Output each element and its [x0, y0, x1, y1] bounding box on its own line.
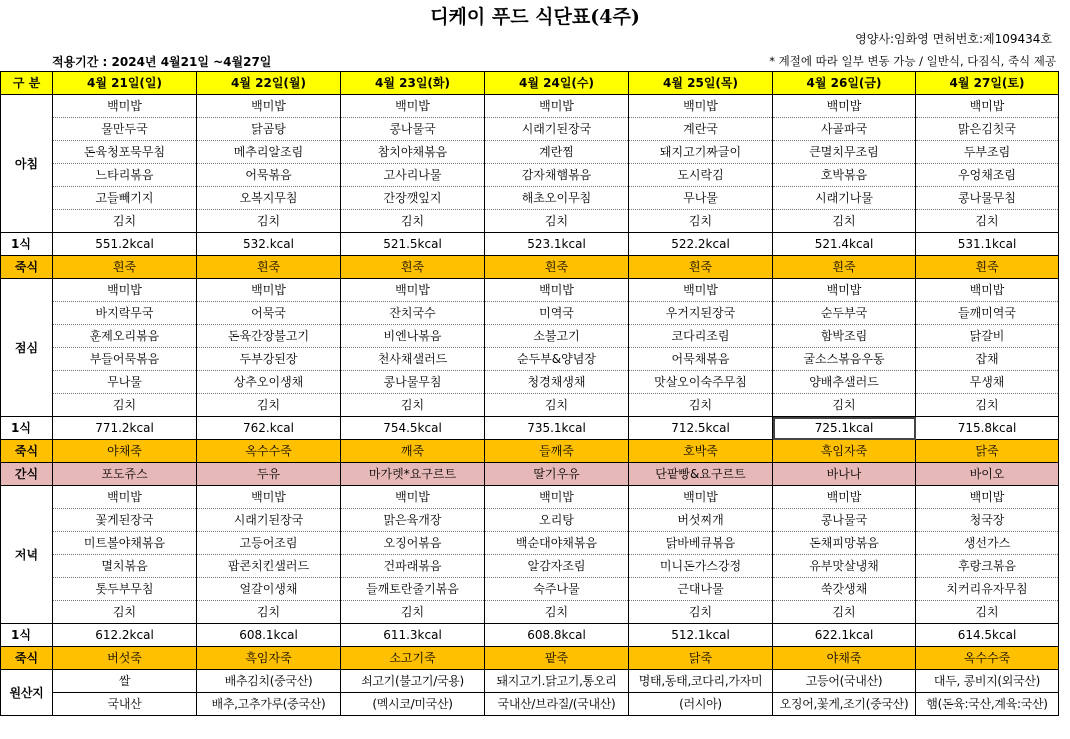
dinner-porridge-row	[1, 647, 1059, 670]
menu-cell[interactable]: 청국장	[916, 509, 1059, 532]
menu-cell[interactable]: 천사채샐러드	[341, 348, 485, 371]
kcal-cell[interactable]: 612.2kcal	[53, 624, 197, 647]
menu-cell[interactable]: 톳두부무침	[53, 578, 197, 601]
menu-cell[interactable]: 백순대야채볶음	[485, 532, 629, 555]
menu-cell[interactable]: 백미밥	[485, 279, 629, 302]
kcal-cell[interactable]: 725.1kcal	[773, 417, 916, 440]
kcal-cell[interactable]: 614.5kcal	[916, 624, 1059, 647]
menu-cell[interactable]: 김치	[485, 210, 629, 233]
porridge-cell[interactable]: 호박죽	[629, 440, 773, 463]
dinner-row	[1, 486, 1059, 509]
menu-cell[interactable]: 돈육간장불고기	[197, 325, 341, 348]
menu-cell[interactable]: 돈육청포묵무침	[53, 141, 197, 164]
menu-cell[interactable]: 백미밥	[916, 95, 1059, 118]
menu-cell[interactable]: 백미밥	[629, 486, 773, 509]
menu-cell[interactable]: 계란찜	[485, 141, 629, 164]
kcal-label[interactable]: 1식	[1, 417, 53, 440]
menu-cell[interactable]: 생선가스	[916, 532, 1059, 555]
menu-cell[interactable]: 콩나물국	[773, 509, 916, 532]
kcal-cell[interactable]: 521.4kcal	[773, 233, 916, 256]
breakfast-row	[1, 210, 1059, 233]
origin-cell[interactable]: 돼지고기.닭고기,통오리	[485, 670, 629, 693]
menu-cell[interactable]: 건파래볶음	[341, 555, 485, 578]
dinner-kcal-row	[1, 624, 1059, 647]
menu-cell[interactable]: 맑은김칫국	[916, 118, 1059, 141]
menu-cell[interactable]: 느타리볶음	[53, 164, 197, 187]
kcal-cell[interactable]: 512.1kcal	[629, 624, 773, 647]
porridge-cell[interactable]: 흰죽	[341, 256, 485, 279]
porridge-label[interactable]: 죽식	[1, 647, 53, 670]
menu-cell[interactable]: 간장깻잎지	[341, 187, 485, 210]
menu-cell[interactable]: 오복지무침	[197, 187, 341, 210]
snack-row	[1, 463, 1059, 486]
porridge-cell[interactable]: 버섯죽	[53, 647, 197, 670]
origin-cell[interactable]: 배추김치(중국산)	[197, 670, 341, 693]
menu-cell[interactable]: 김치	[341, 601, 485, 624]
menu-cell[interactable]: 후랑크볶음	[916, 555, 1059, 578]
menu-cell[interactable]: 쑥갓생채	[773, 578, 916, 601]
menu-cell[interactable]: 백미밥	[629, 279, 773, 302]
menu-cell[interactable]: 백미밥	[341, 95, 485, 118]
menu-cell[interactable]: 백미밥	[53, 279, 197, 302]
lunch-row	[1, 325, 1059, 348]
kcal-cell[interactable]: 608.1kcal	[197, 624, 341, 647]
menu-cell[interactable]: 닭곰탕	[197, 118, 341, 141]
menu-cell[interactable]: 김치	[197, 601, 341, 624]
menu-cell[interactable]: 순두부&양념장	[485, 348, 629, 371]
porridge-cell[interactable]: 흑임자죽	[773, 440, 916, 463]
menu-cell[interactable]: 메추리알조림	[197, 141, 341, 164]
menu-cell[interactable]: 백미밥	[916, 279, 1059, 302]
menu-cell[interactable]: 오리탕	[485, 509, 629, 532]
porridge-cell[interactable]: 흰죽	[629, 256, 773, 279]
menu-cell[interactable]: 김치	[916, 601, 1059, 624]
menu-cell[interactable]: 버섯찌개	[629, 509, 773, 532]
menu-cell[interactable]: 계란국	[629, 118, 773, 141]
origin-cell[interactable]: (멕시코/미국산)	[341, 693, 485, 716]
menu-cell[interactable]: 김치	[629, 394, 773, 417]
menu-cell[interactable]: 백미밥	[197, 95, 341, 118]
porridge-cell[interactable]: 닭죽	[629, 647, 773, 670]
porridge-cell[interactable]: 흰죽	[197, 256, 341, 279]
origin-cell[interactable]: 고등어(국내산)	[773, 670, 916, 693]
menu-cell[interactable]: 백미밥	[341, 486, 485, 509]
porridge-cell[interactable]: 흰죽	[53, 256, 197, 279]
origin-label[interactable]: 원산지	[1, 670, 53, 716]
kcal-cell[interactable]: 771.2kcal	[53, 417, 197, 440]
menu-cell[interactable]: 백미밥	[341, 279, 485, 302]
day-header[interactable]: 4월 24일(수)	[485, 72, 629, 95]
menu-cell[interactable]: 돈채피망볶음	[773, 532, 916, 555]
application-period: 적용기간 : 2024년 4월21일 ~4월27일	[52, 55, 272, 69]
menu-cell[interactable]: 백미밥	[773, 279, 916, 302]
kcal-label[interactable]: 1식	[1, 624, 53, 647]
snack-label[interactable]: 간식	[1, 463, 53, 486]
menu-cell[interactable]: 해초오이무침	[485, 187, 629, 210]
kcal-cell[interactable]: 715.8kcal	[916, 417, 1059, 440]
menu-cell[interactable]: 김치	[773, 601, 916, 624]
menu-cell[interactable]: 도시락김	[629, 164, 773, 187]
dinner-label[interactable]: 저녁	[1, 486, 53, 624]
menu-cell[interactable]: 고등어조림	[197, 532, 341, 555]
menu-cell[interactable]: 꽃게된장국	[53, 509, 197, 532]
menu-cell[interactable]: 어묵채볶음	[629, 348, 773, 371]
meal-plan-table	[0, 71, 1059, 716]
menu-cell[interactable]: 무나물	[629, 187, 773, 210]
dinner-row	[1, 578, 1059, 601]
origin-cell[interactable]: 쌀	[53, 670, 197, 693]
day-header[interactable]: 4월 25일(목)	[629, 72, 773, 95]
dinner-row	[1, 532, 1059, 555]
menu-cell[interactable]: 얼갈이생채	[197, 578, 341, 601]
menu-cell[interactable]: 백미밥	[916, 486, 1059, 509]
breakfast-row	[1, 141, 1059, 164]
menu-cell[interactable]: 멸치볶음	[53, 555, 197, 578]
header-label[interactable]: 구 분	[1, 72, 53, 95]
menu-cell[interactable]: 콩나물국	[341, 118, 485, 141]
breakfast-row	[1, 118, 1059, 141]
menu-cell[interactable]: 콩나물무침	[341, 371, 485, 394]
nutritionist-info: 영양사:임화영 면허번호:제109434호	[855, 32, 1052, 46]
menu-cell[interactable]: 시래기된장국	[197, 509, 341, 532]
breakfast-porridge-row	[1, 256, 1059, 279]
menu-cell[interactable]: 맛살오이숙주무침	[629, 371, 773, 394]
kcal-cell[interactable]: 622.1kcal	[773, 624, 916, 647]
menu-cell[interactable]: 알감자조림	[485, 555, 629, 578]
lunch-row	[1, 302, 1059, 325]
menu-cell[interactable]: 두부조림	[916, 141, 1059, 164]
kcal-cell[interactable]: 523.1kcal	[485, 233, 629, 256]
lunch-label[interactable]: 점심	[1, 279, 53, 417]
menu-cell[interactable]: 청경채생채	[485, 371, 629, 394]
menu-cell[interactable]: 백미밥	[485, 486, 629, 509]
menu-cell[interactable]: 우거지된장국	[629, 302, 773, 325]
menu-cell[interactable]: 소불고기	[485, 325, 629, 348]
menu-cell[interactable]: 순두부국	[773, 302, 916, 325]
menu-cell[interactable]: 고들빼기지	[53, 187, 197, 210]
menu-cell[interactable]: 무생채	[916, 371, 1059, 394]
menu-cell[interactable]: 김치	[916, 210, 1059, 233]
day-header[interactable]: 4월 22일(월)	[197, 72, 341, 95]
kcal-cell[interactable]: 532.kcal	[197, 233, 341, 256]
menu-cell[interactable]: 숙주나물	[485, 578, 629, 601]
menu-cell[interactable]: 팝콘치킨샐러드	[197, 555, 341, 578]
menu-cell[interactable]: 굴소스볶음우동	[773, 348, 916, 371]
breakfast-label[interactable]: 아침	[1, 95, 53, 233]
menu-cell[interactable]: 닭갈비	[916, 325, 1059, 348]
kcal-cell[interactable]: 608.8kcal	[485, 624, 629, 647]
menu-cell[interactable]: 참치야채볶음	[341, 141, 485, 164]
menu-cell[interactable]: 들깨토란줄기볶음	[341, 578, 485, 601]
breakfast-row	[1, 187, 1059, 210]
menu-cell[interactable]: 시래기된장국	[485, 118, 629, 141]
menu-cell[interactable]: 무나물	[53, 371, 197, 394]
menu-cell[interactable]: 고사리나물	[341, 164, 485, 187]
menu-cell[interactable]: 잔치국수	[341, 302, 485, 325]
menu-cell[interactable]: 부들어묵볶음	[53, 348, 197, 371]
menu-cell[interactable]: 들깨미역국	[916, 302, 1059, 325]
dinner-row	[1, 555, 1059, 578]
menu-cell[interactable]: 김치	[773, 394, 916, 417]
menu-cell[interactable]: 유부맛살냉채	[773, 555, 916, 578]
porridge-cell[interactable]: 들깨죽	[485, 440, 629, 463]
porridge-cell[interactable]: 흰죽	[773, 256, 916, 279]
menu-cell[interactable]: 백미밥	[197, 279, 341, 302]
origin-cell[interactable]: 오징어,꽃게,조기(중국산)	[773, 693, 916, 716]
breakfast-row	[1, 164, 1059, 187]
origin-cell[interactable]: (러시아)	[629, 693, 773, 716]
page-title: 디케이 푸드 식단표(4주)	[430, 6, 640, 28]
day-header[interactable]: 4월 27일(토)	[916, 72, 1059, 95]
porridge-label[interactable]: 죽식	[1, 440, 53, 463]
menu-cell[interactable]: 백미밥	[773, 95, 916, 118]
snack-cell[interactable]: 딸기우유	[485, 463, 629, 486]
menu-cell[interactable]: 시래기나물	[773, 187, 916, 210]
kcal-label[interactable]: 1식	[1, 233, 53, 256]
menu-cell[interactable]: 미니돈가스강정	[629, 555, 773, 578]
lunch-porridge-row	[1, 440, 1059, 463]
menu-cell[interactable]: 감자채햄볶음	[485, 164, 629, 187]
porridge-cell[interactable]: 야채죽	[773, 647, 916, 670]
origin-cell[interactable]: 명태,동태,코다리,가자미	[629, 670, 773, 693]
menu-cell[interactable]: 김치	[341, 394, 485, 417]
menu-cell[interactable]: 김치	[485, 394, 629, 417]
menu-cell[interactable]: 사골파국	[773, 118, 916, 141]
day-header[interactable]: 4월 23일(화)	[341, 72, 485, 95]
origin-cell[interactable]: 국내산	[53, 693, 197, 716]
menu-cell[interactable]: 백미밥	[629, 95, 773, 118]
lunch-row	[1, 394, 1059, 417]
service-notice: * 계절에 따라 일부 변동 가능 / 일반식, 다짐식, 죽식 제공	[769, 54, 1056, 68]
menu-cell[interactable]: 백미밥	[197, 486, 341, 509]
kcal-cell[interactable]: 754.5kcal	[341, 417, 485, 440]
menu-cell[interactable]: 김치	[485, 601, 629, 624]
menu-cell[interactable]: 호박볶음	[773, 164, 916, 187]
lunch-row	[1, 348, 1059, 371]
origin-cell[interactable]: 대두, 콩비지(외국산)	[916, 670, 1059, 693]
menu-cell[interactable]: 백미밥	[773, 486, 916, 509]
origin-cell[interactable]: 쇠고기(불고기/국용)	[341, 670, 485, 693]
lunch-kcal-row	[1, 417, 1059, 440]
origin-cell[interactable]: 배추,고추가루(중국산)	[197, 693, 341, 716]
menu-cell[interactable]: 오징어볶음	[341, 532, 485, 555]
menu-cell[interactable]: 백미밥	[53, 95, 197, 118]
kcal-cell[interactable]: 762.kcal	[197, 417, 341, 440]
menu-cell[interactable]: 김치	[53, 601, 197, 624]
menu-cell[interactable]: 미역국	[485, 302, 629, 325]
menu-cell[interactable]: 김치	[53, 210, 197, 233]
porridge-cell[interactable]: 흰죽	[916, 256, 1059, 279]
menu-cell[interactable]: 함박조림	[773, 325, 916, 348]
porridge-cell[interactable]: 옥수수죽	[916, 647, 1059, 670]
kcal-cell[interactable]: 521.5kcal	[341, 233, 485, 256]
porridge-cell[interactable]: 닭죽	[916, 440, 1059, 463]
header-row	[1, 72, 1059, 95]
menu-cell[interactable]: 백미밥	[53, 486, 197, 509]
menu-cell[interactable]: 김치	[773, 210, 916, 233]
origin-row	[1, 693, 1059, 716]
menu-cell[interactable]: 상추오이생채	[197, 371, 341, 394]
menu-cell[interactable]: 어묵볶음	[197, 164, 341, 187]
kcal-cell[interactable]: 712.5kcal	[629, 417, 773, 440]
menu-cell[interactable]: 비엔나볶음	[341, 325, 485, 348]
snack-cell[interactable]: 바나나	[773, 463, 916, 486]
kcal-cell[interactable]: 735.1kcal	[485, 417, 629, 440]
menu-cell[interactable]: 백미밥	[485, 95, 629, 118]
menu-cell[interactable]: 치커리유자무침	[916, 578, 1059, 601]
kcal-cell[interactable]: 531.1kcal	[916, 233, 1059, 256]
porridge-cell[interactable]: 소고기죽	[341, 647, 485, 670]
kcal-cell[interactable]: 551.2kcal	[53, 233, 197, 256]
menu-cell[interactable]: 김치	[629, 210, 773, 233]
menu-cell[interactable]: 김치	[916, 394, 1059, 417]
porridge-label[interactable]: 죽식	[1, 256, 53, 279]
snack-cell[interactable]: 포도쥬스	[53, 463, 197, 486]
menu-cell[interactable]: 큰멸치무조림	[773, 141, 916, 164]
lunch-row	[1, 279, 1059, 302]
menu-cell[interactable]: 김치	[341, 210, 485, 233]
dinner-row	[1, 601, 1059, 624]
kcal-cell[interactable]: 611.3kcal	[341, 624, 485, 647]
lunch-row	[1, 371, 1059, 394]
breakfast-kcal-row	[1, 233, 1059, 256]
day-header[interactable]: 4월 26일(금)	[773, 72, 916, 95]
origin-cell[interactable]: 국내산/브라질/(국내산)	[485, 693, 629, 716]
day-header[interactable]: 4월 21일(일)	[53, 72, 197, 95]
snack-cell[interactable]: 마가렛*요구르트	[341, 463, 485, 486]
snack-cell[interactable]: 단팥빵&요구르트	[629, 463, 773, 486]
dinner-row	[1, 509, 1059, 532]
menu-cell[interactable]: 물만두국	[53, 118, 197, 141]
porridge-cell[interactable]: 옥수수죽	[197, 440, 341, 463]
menu-cell[interactable]: 김치	[629, 601, 773, 624]
kcal-cell[interactable]: 522.2kcal	[629, 233, 773, 256]
menu-cell[interactable]: 두부강된장	[197, 348, 341, 371]
menu-cell[interactable]: 맑은육개장	[341, 509, 485, 532]
menu-cell[interactable]: 어묵국	[197, 302, 341, 325]
porridge-cell[interactable]: 깨죽	[341, 440, 485, 463]
menu-cell[interactable]: 김치	[53, 394, 197, 417]
snack-cell[interactable]: 바이오	[916, 463, 1059, 486]
menu-cell[interactable]: 근대나물	[629, 578, 773, 601]
origin-row	[1, 670, 1059, 693]
menu-cell[interactable]: 잡채	[916, 348, 1059, 371]
porridge-cell[interactable]: 흰죽	[485, 256, 629, 279]
menu-cell[interactable]: 미트볼야채볶음	[53, 532, 197, 555]
menu-cell[interactable]: 김치	[197, 210, 341, 233]
menu-cell[interactable]: 돼지고기짜글이	[629, 141, 773, 164]
menu-cell[interactable]: 양배추샐러드	[773, 371, 916, 394]
menu-cell[interactable]: 바지락무국	[53, 302, 197, 325]
breakfast-row	[1, 95, 1059, 118]
menu-cell[interactable]: 훈제오리볶음	[53, 325, 197, 348]
porridge-cell[interactable]: 야채죽	[53, 440, 197, 463]
snack-cell[interactable]: 두유	[197, 463, 341, 486]
menu-cell[interactable]: 코다리조림	[629, 325, 773, 348]
menu-cell[interactable]: 우엉채조림	[916, 164, 1059, 187]
menu-cell[interactable]: 닭바베큐볶음	[629, 532, 773, 555]
porridge-cell[interactable]: 팥죽	[485, 647, 629, 670]
menu-cell[interactable]: 김치	[197, 394, 341, 417]
origin-cell[interactable]: 햄(돈육:국산,계육:국산)	[916, 693, 1059, 716]
menu-cell[interactable]: 콩나물무침	[916, 187, 1059, 210]
porridge-cell[interactable]: 흑임자죽	[197, 647, 341, 670]
